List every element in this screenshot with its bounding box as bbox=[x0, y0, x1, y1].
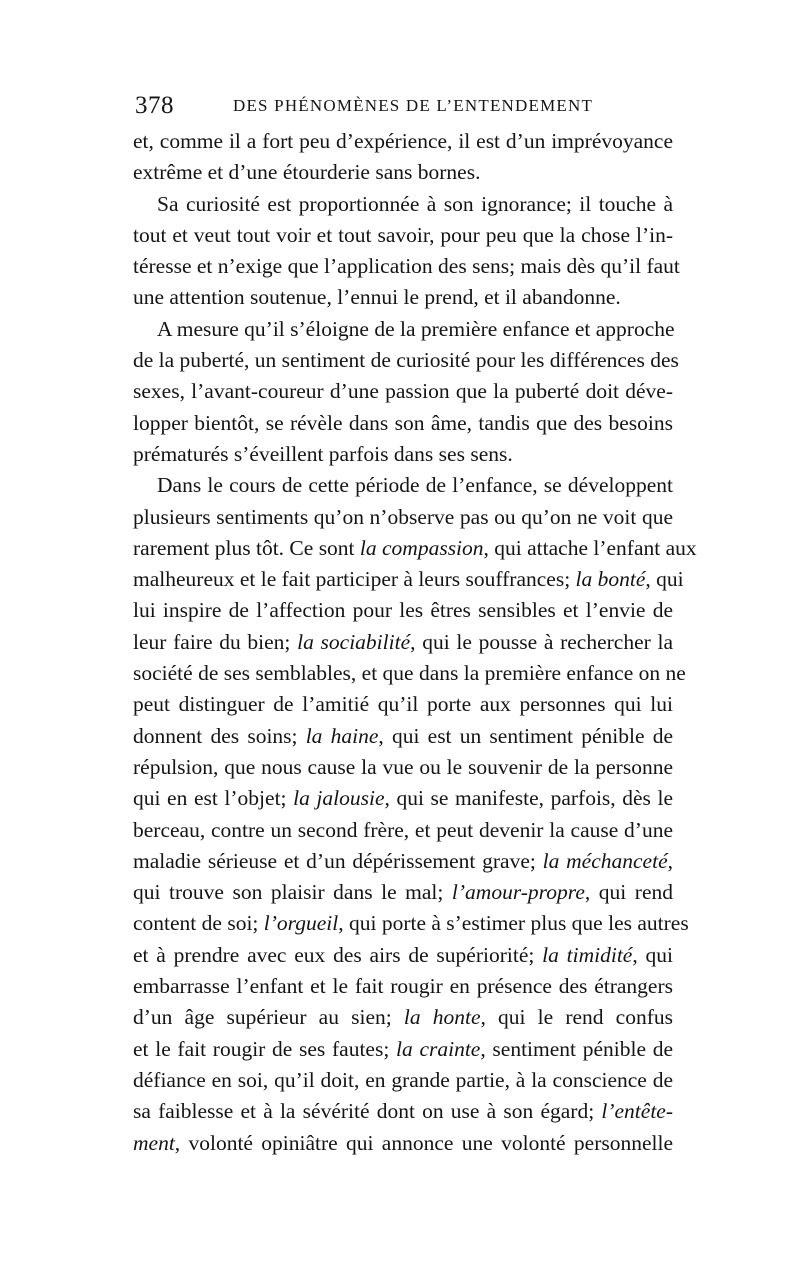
text-segment: A mesure qu’il s’éloigne de la première enfance et approche bbox=[157, 316, 675, 341]
text-line bbox=[133, 439, 673, 470]
text-segment: société de ses semblables, et que dans la première enfance on ne bbox=[133, 661, 686, 686]
text-line bbox=[133, 1034, 673, 1065]
text-segment: une attention soutenue, l’ennui le prend, et il abandonne. bbox=[133, 285, 621, 310]
text-line bbox=[133, 564, 684, 595]
text-segment: leur faire du bien; bbox=[133, 629, 298, 654]
text-segment: répulsion, que nous cause la vue ou le souvenir de la personne bbox=[133, 754, 673, 779]
text-segment: d’un âge supérieur au sien; bbox=[133, 1005, 404, 1030]
text-segment: plusieurs sentiments qu’on n’observe pas ou qu’on ne voit que bbox=[133, 504, 673, 529]
text-segment: qui en est l’objet; bbox=[133, 786, 294, 811]
text-line bbox=[133, 815, 673, 846]
text-segment: maladie sérieuse et d’un dépérissement grave; bbox=[133, 848, 543, 873]
text-line bbox=[133, 658, 686, 689]
text-line bbox=[133, 314, 673, 345]
text-segment: malheureux et le fait participer à leurs souffrances; bbox=[133, 567, 576, 592]
text-line bbox=[133, 220, 673, 251]
text-segment: défiance en soi, qu’il doit, en grande partie, à la conscience de bbox=[133, 1067, 673, 1092]
text-segment: , sentiment pénible de bbox=[480, 1036, 673, 1061]
text-line bbox=[133, 1128, 673, 1159]
text-segment: donnent des soins; bbox=[133, 723, 306, 748]
text-line bbox=[133, 470, 673, 501]
text-segment: Dans le cours de cette période de l’enfance, se développent bbox=[157, 473, 673, 498]
text-line bbox=[133, 595, 673, 626]
text-segment: , volonté opiniâtre qui annonce une volonté personnelle bbox=[174, 1130, 673, 1155]
text-segment: et à prendre avec eux des airs de supériorité; bbox=[133, 942, 543, 967]
running-head bbox=[133, 88, 673, 122]
italic-term: la méchanceté bbox=[542, 848, 668, 873]
italic-term: l’orgueil bbox=[263, 911, 339, 936]
text-line bbox=[133, 408, 673, 439]
text-segment: , qui bbox=[645, 567, 684, 592]
text-line bbox=[133, 1065, 673, 1096]
text-line bbox=[133, 376, 673, 407]
text-line bbox=[133, 533, 697, 564]
text-line bbox=[133, 846, 673, 877]
text-segment: qui trouve son plaisir dans le mal; bbox=[133, 880, 452, 905]
text-segment: prématurés s’éveillent parfois dans ses sens. bbox=[133, 441, 513, 466]
text-line bbox=[133, 502, 673, 533]
text-line bbox=[133, 251, 680, 282]
italic-term: la crainte bbox=[396, 1036, 481, 1061]
text-segment: tout et veut tout voir et tout savoir, pour peu que la chose l’in- bbox=[133, 222, 673, 247]
text-line bbox=[133, 752, 673, 783]
text-segment: sexes, l’avant-coureur d’une passion que la puberté doit déve- bbox=[133, 379, 673, 404]
text-segment: , qui se manifeste, parfois, dès le bbox=[384, 786, 674, 811]
italic-term: la bonté bbox=[575, 567, 646, 592]
text-segment: , qui le pousse à rechercher la bbox=[410, 629, 673, 654]
text-segment: extrême et d’une étourderie sans bornes. bbox=[133, 160, 481, 185]
text-segment: peut distinguer de l’amitié qu’il porte aux personnes qui lui bbox=[133, 692, 673, 717]
italic-term: l’entête- bbox=[601, 1099, 673, 1124]
text-segment: , bbox=[667, 848, 673, 873]
text-segment: , qui le rend confus bbox=[480, 1005, 673, 1030]
text-line bbox=[133, 282, 673, 313]
body-text bbox=[133, 126, 697, 1159]
text-segment: et, comme il a fort peu d’expérience, il est d’un imprévoyance bbox=[133, 129, 673, 153]
text-segment: et le fait rougir de ses fautes; bbox=[133, 1036, 397, 1061]
text-line bbox=[133, 783, 673, 814]
text-line bbox=[133, 877, 673, 908]
text-line bbox=[133, 971, 673, 1002]
text-segment: rarement plus tôt. Ce sont bbox=[133, 535, 360, 560]
text-line bbox=[133, 908, 689, 939]
italic-term: la honte bbox=[403, 1005, 481, 1030]
text-segment: , qui bbox=[632, 942, 673, 967]
text-segment: , qui attache l’enfant aux bbox=[483, 535, 697, 560]
text-segment: de la puberté, un sentiment de curiosité pour les différences des bbox=[133, 348, 679, 373]
text-line bbox=[133, 126, 673, 157]
text-segment: lui inspire de l’affection pour les êtres sensibles et l’envie de bbox=[133, 598, 673, 623]
text-line bbox=[133, 627, 673, 658]
text-segment: content de soi; bbox=[133, 911, 264, 936]
italic-term: l’amour-propre bbox=[451, 880, 585, 905]
italic-term: la jalousie bbox=[293, 786, 385, 811]
text-segment: téresse et n’exige que l’application des sens; mais dès qu’il faut bbox=[133, 254, 680, 279]
text-segment: , qui est un sentiment pénible de bbox=[378, 723, 673, 748]
running-title: DES PHÉNOMÈNES DE L’ENTENDEMENT bbox=[233, 96, 594, 115]
text-segment: sa faiblesse et à la sévérité dont on use à son égard; bbox=[133, 1099, 602, 1124]
text-line bbox=[133, 1096, 673, 1127]
text-line bbox=[133, 157, 673, 188]
text-line bbox=[133, 940, 673, 971]
italic-term: la compassion bbox=[359, 535, 484, 560]
italic-term: la sociabilité bbox=[297, 629, 411, 654]
text-line bbox=[133, 345, 679, 376]
text-line bbox=[133, 689, 673, 720]
text-line bbox=[133, 1002, 673, 1033]
text-segment: , qui rend bbox=[584, 880, 673, 905]
text-segment: Sa curiosité est proportionnée à son ignorance; il touche à bbox=[157, 191, 673, 216]
text-line bbox=[133, 189, 673, 220]
italic-term: la haine bbox=[305, 723, 379, 748]
italic-term: ment bbox=[133, 1130, 175, 1155]
text-segment: , qui porte à s’estimer plus que les autres bbox=[338, 911, 689, 936]
text-segment: embarrasse l’enfant et le fait rougir en présence des étrangers bbox=[133, 974, 673, 999]
text-segment: berceau, contre un second frère, et peut devenir la cause d’une bbox=[133, 817, 673, 842]
italic-term: la timidité bbox=[542, 942, 633, 967]
text-line bbox=[133, 721, 673, 752]
text-segment: lopper bientôt, se révèle dans son âme, tandis que des besoins bbox=[133, 410, 673, 435]
page-number: 378 bbox=[135, 92, 174, 119]
